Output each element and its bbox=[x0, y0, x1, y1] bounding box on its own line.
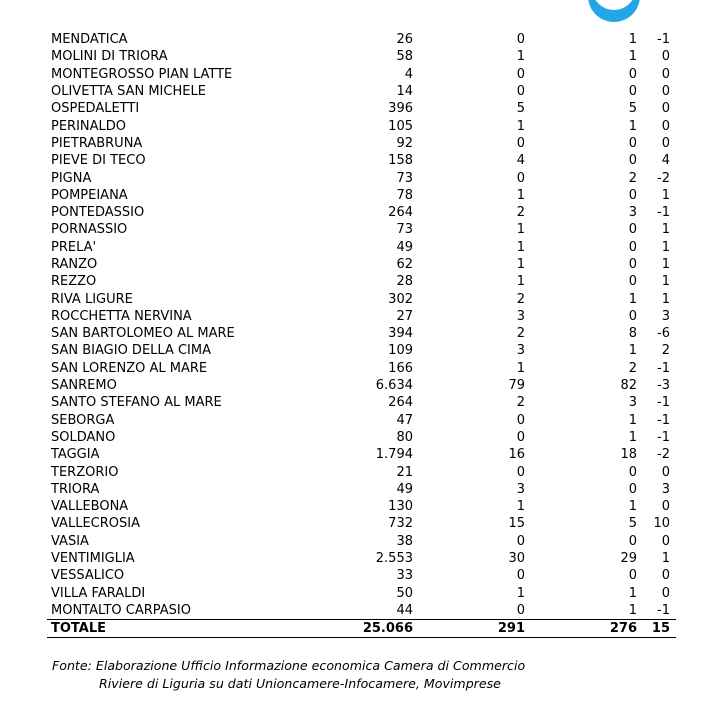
value-a: 732 bbox=[388, 516, 413, 532]
value-b: 1 bbox=[516, 585, 525, 601]
value-a: 44 bbox=[396, 602, 413, 618]
value-d: 1 bbox=[661, 291, 670, 307]
value-c: 5 bbox=[628, 101, 637, 117]
value-d: 1 bbox=[661, 239, 670, 255]
value-b: 0 bbox=[516, 429, 525, 445]
table-row bbox=[47, 48, 676, 65]
municipality-name: SAN BARTOLOMEO AL MARE bbox=[51, 326, 235, 342]
value-c: 0 bbox=[628, 222, 637, 238]
table-row bbox=[47, 169, 676, 186]
table-body bbox=[47, 31, 676, 620]
value-c: 29 bbox=[620, 551, 637, 567]
value-a: 73 bbox=[396, 222, 413, 238]
value-d: -3 bbox=[657, 378, 670, 394]
source-note bbox=[52, 657, 525, 693]
value-a: 109 bbox=[388, 343, 413, 359]
value-c: 1 bbox=[628, 118, 637, 134]
value-c: 0 bbox=[628, 84, 637, 100]
value-d: 0 bbox=[661, 464, 670, 480]
table-row bbox=[47, 221, 676, 238]
value-b: 2 bbox=[516, 205, 525, 221]
value-a: 21 bbox=[396, 464, 413, 480]
value-a: 166 bbox=[388, 360, 413, 376]
value-a: 73 bbox=[396, 170, 413, 186]
value-b: 4 bbox=[516, 153, 525, 169]
value-b: 16 bbox=[508, 447, 525, 463]
value-c: 0 bbox=[628, 308, 637, 324]
value-b: 3 bbox=[516, 308, 525, 324]
value-b: 5 bbox=[516, 101, 525, 117]
municipality-name: TAGGIA bbox=[51, 447, 100, 463]
value-b: 0 bbox=[516, 32, 525, 48]
value-c: 1 bbox=[628, 499, 637, 515]
value-d: 0 bbox=[661, 585, 670, 601]
municipality-name: RIVA LIGURE bbox=[51, 291, 133, 307]
municipality-name: PRELA' bbox=[51, 239, 97, 255]
value-a: 302 bbox=[388, 291, 413, 307]
value-c: 0 bbox=[628, 568, 637, 584]
table-row bbox=[47, 66, 676, 83]
municipality-name: SAN LORENZO AL MARE bbox=[51, 360, 208, 376]
total-value-c: 276 bbox=[528, 620, 640, 638]
value-d: -1 bbox=[657, 205, 670, 221]
municipality-name: PIGNA bbox=[51, 170, 92, 186]
total-value-d: 15 bbox=[640, 620, 676, 638]
table-row bbox=[47, 31, 676, 48]
value-b: 30 bbox=[508, 551, 525, 567]
value-b: 1 bbox=[516, 360, 525, 376]
total-value-a: 25.066 bbox=[294, 620, 416, 638]
municipality-name: MONTALTO CARPASIO bbox=[51, 602, 191, 618]
value-c: 0 bbox=[628, 187, 637, 203]
table-row bbox=[47, 256, 676, 273]
municipality-name: VASIA bbox=[51, 533, 89, 549]
table-row bbox=[47, 481, 676, 498]
value-d: 0 bbox=[661, 84, 670, 100]
value-b: 15 bbox=[508, 516, 525, 532]
value-c: 2 bbox=[628, 360, 637, 376]
table-row bbox=[47, 290, 676, 307]
table-row bbox=[47, 204, 676, 221]
value-d: 0 bbox=[661, 533, 670, 549]
municipalities-table bbox=[47, 31, 676, 638]
municipality-name: PONTEDASSIO bbox=[51, 205, 145, 221]
table-row bbox=[47, 585, 676, 602]
value-d: 0 bbox=[661, 135, 670, 151]
value-a: 264 bbox=[388, 395, 413, 411]
table-row bbox=[47, 515, 676, 532]
municipality-name: PIEVE DI TECO bbox=[51, 153, 146, 169]
value-c: 1 bbox=[628, 585, 637, 601]
value-c: 1 bbox=[628, 49, 637, 65]
table-row bbox=[47, 187, 676, 204]
municipality-name: SANREMO bbox=[51, 378, 117, 394]
table-row bbox=[47, 100, 676, 117]
value-d: 1 bbox=[661, 551, 670, 567]
value-c: 8 bbox=[628, 326, 637, 342]
table-row bbox=[47, 498, 676, 515]
table-row bbox=[47, 342, 676, 359]
value-d: 1 bbox=[661, 274, 670, 290]
value-a: 47 bbox=[396, 412, 413, 428]
table-row bbox=[47, 308, 676, 325]
value-b: 1 bbox=[516, 49, 525, 65]
table-row bbox=[47, 550, 676, 567]
municipality-name: SEBORGA bbox=[51, 412, 115, 428]
value-a: 130 bbox=[388, 499, 413, 515]
value-b: 0 bbox=[516, 568, 525, 584]
value-a: 92 bbox=[396, 135, 413, 151]
value-c: 1 bbox=[628, 291, 637, 307]
source-line-2: Riviere di Liguria su dati Unioncamere-Infocamere, Movimprese bbox=[99, 676, 501, 691]
table-row bbox=[47, 533, 676, 550]
value-d: 0 bbox=[661, 49, 670, 65]
value-c: 1 bbox=[628, 602, 637, 618]
value-c: 18 bbox=[620, 447, 637, 463]
value-d: -2 bbox=[657, 447, 670, 463]
value-b: 1 bbox=[516, 118, 525, 134]
municipality-name: OLIVETTA SAN MICHELE bbox=[51, 84, 206, 100]
value-d: -1 bbox=[657, 412, 670, 428]
value-b: 3 bbox=[516, 481, 525, 497]
value-c: 0 bbox=[628, 66, 637, 82]
municipality-name: VALLEBONA bbox=[51, 499, 129, 515]
value-b: 0 bbox=[516, 84, 525, 100]
municipality-name: VALLECROSIA bbox=[51, 516, 140, 532]
total-value-b: 291 bbox=[416, 620, 528, 638]
table-row bbox=[47, 463, 676, 480]
value-a: 14 bbox=[396, 84, 413, 100]
table-row bbox=[47, 412, 676, 429]
value-d: 0 bbox=[661, 101, 670, 117]
value-b: 1 bbox=[516, 187, 525, 203]
value-d: -2 bbox=[657, 170, 670, 186]
value-a: 264 bbox=[388, 205, 413, 221]
source-line-1: Fonte: Elaborazione Ufficio Informazione economica Camera di Commercio bbox=[52, 658, 526, 673]
municipality-name: PERINALDO bbox=[51, 118, 127, 134]
table-row bbox=[47, 446, 676, 463]
value-b: 0 bbox=[516, 66, 525, 82]
value-b: 2 bbox=[516, 326, 525, 342]
value-b: 1 bbox=[516, 222, 525, 238]
value-b: 0 bbox=[516, 412, 525, 428]
municipality-name: POMPEIANA bbox=[51, 187, 128, 203]
municipality-name: TERZORIO bbox=[51, 464, 119, 480]
value-d: -1 bbox=[657, 429, 670, 445]
value-a: 49 bbox=[396, 239, 413, 255]
value-c: 2 bbox=[628, 170, 637, 186]
municipality-name: PORNASSIO bbox=[51, 222, 128, 238]
value-c: 1 bbox=[628, 343, 637, 359]
municipality-name: REZZO bbox=[51, 274, 97, 290]
value-a: 6.634 bbox=[375, 378, 413, 394]
municipality-name: SAN BIAGIO DELLA CIMA bbox=[51, 343, 211, 359]
value-d: 3 bbox=[661, 308, 670, 324]
value-d: 0 bbox=[661, 568, 670, 584]
value-b: 79 bbox=[508, 378, 525, 394]
value-a: 80 bbox=[396, 429, 413, 445]
municipality-name: PIETRABRUNA bbox=[51, 135, 143, 151]
table-row bbox=[47, 360, 676, 377]
value-b: 0 bbox=[516, 135, 525, 151]
value-d: 2 bbox=[661, 343, 670, 359]
value-b: 0 bbox=[516, 464, 525, 480]
table-row bbox=[47, 152, 676, 169]
municipality-name: MONTEGROSSO PIAN LATTE bbox=[51, 66, 233, 82]
value-c: 3 bbox=[628, 205, 637, 221]
value-d: 1 bbox=[661, 257, 670, 272]
value-c: 3 bbox=[628, 395, 637, 411]
value-d: 0 bbox=[661, 118, 670, 134]
municipality-name: VILLA FARALDI bbox=[51, 585, 146, 601]
value-d: -1 bbox=[657, 360, 670, 376]
total-row bbox=[47, 620, 676, 638]
value-c: 0 bbox=[628, 481, 637, 497]
value-d: -1 bbox=[657, 602, 670, 618]
value-d: 0 bbox=[661, 66, 670, 82]
value-d: 10 bbox=[653, 516, 670, 532]
value-b: 0 bbox=[516, 602, 525, 618]
value-d: 4 bbox=[661, 153, 670, 169]
municipality-name: MENDATICA bbox=[51, 32, 128, 48]
corner-decoration bbox=[588, 0, 640, 22]
table-row bbox=[47, 83, 676, 100]
table-row bbox=[47, 429, 676, 446]
value-b: 1 bbox=[516, 499, 525, 515]
value-c: 1 bbox=[628, 412, 637, 428]
table-row bbox=[47, 239, 676, 256]
value-d: 3 bbox=[661, 481, 670, 497]
table-row bbox=[47, 602, 676, 620]
total-label: TOTALE bbox=[47, 620, 294, 638]
value-b: 1 bbox=[516, 239, 525, 255]
value-b: 0 bbox=[516, 170, 525, 186]
value-d: 1 bbox=[661, 187, 670, 203]
table-row bbox=[47, 325, 676, 342]
value-a: 105 bbox=[388, 118, 413, 134]
value-c: 0 bbox=[628, 135, 637, 151]
value-a: 38 bbox=[396, 533, 413, 549]
value-a: 62 bbox=[396, 257, 413, 272]
value-a: 4 bbox=[404, 66, 413, 82]
value-b: 1 bbox=[516, 257, 525, 272]
value-a: 396 bbox=[388, 101, 413, 117]
table-row bbox=[47, 273, 676, 290]
value-a: 2.553 bbox=[375, 551, 413, 567]
value-b: 3 bbox=[516, 343, 525, 359]
value-c: 82 bbox=[620, 378, 637, 394]
value-c: 5 bbox=[628, 516, 637, 532]
municipality-name: VENTIMIGLIA bbox=[51, 551, 135, 567]
value-a: 27 bbox=[396, 308, 413, 324]
value-a: 78 bbox=[396, 187, 413, 203]
value-d: 0 bbox=[661, 499, 670, 515]
value-b: 0 bbox=[516, 533, 525, 549]
value-a: 26 bbox=[396, 32, 413, 48]
value-c: 0 bbox=[628, 464, 637, 480]
value-d: 1 bbox=[661, 222, 670, 238]
value-c: 0 bbox=[628, 274, 637, 290]
value-a: 33 bbox=[396, 568, 413, 584]
value-c: 1 bbox=[628, 429, 637, 445]
value-a: 1.794 bbox=[375, 447, 413, 463]
value-a: 394 bbox=[388, 326, 413, 342]
value-c: 0 bbox=[628, 153, 637, 169]
value-c: 0 bbox=[628, 239, 637, 255]
value-b: 2 bbox=[516, 395, 525, 411]
value-a: 49 bbox=[396, 481, 413, 497]
value-b: 1 bbox=[516, 274, 525, 290]
value-d: -1 bbox=[657, 395, 670, 411]
value-d: -1 bbox=[657, 32, 670, 48]
value-c: 0 bbox=[628, 533, 637, 549]
value-b: 2 bbox=[516, 291, 525, 307]
municipality-name: SANTO STEFANO AL MARE bbox=[51, 395, 222, 411]
municipality-name: RANZO bbox=[51, 257, 98, 272]
table-row bbox=[47, 117, 676, 134]
municipality-name: SOLDANO bbox=[51, 429, 116, 445]
municipality-name: TRIORA bbox=[51, 481, 100, 497]
municipality-name: MOLINI DI TRIORA bbox=[51, 49, 168, 65]
value-a: 58 bbox=[396, 49, 413, 65]
value-a: 158 bbox=[388, 153, 413, 169]
value-c: 1 bbox=[628, 32, 637, 48]
value-a: 50 bbox=[396, 585, 413, 601]
municipality-name: VESSALICO bbox=[51, 568, 125, 584]
value-d: -6 bbox=[657, 326, 670, 342]
table-row bbox=[47, 377, 676, 394]
municipality-name: OSPEDALETTI bbox=[51, 101, 140, 117]
table-row bbox=[47, 567, 676, 584]
value-c: 0 bbox=[628, 257, 637, 272]
municipality-name: ROCCHETTA NERVINA bbox=[51, 308, 192, 324]
table-row bbox=[47, 135, 676, 152]
table-row bbox=[47, 394, 676, 411]
value-a: 28 bbox=[396, 274, 413, 290]
